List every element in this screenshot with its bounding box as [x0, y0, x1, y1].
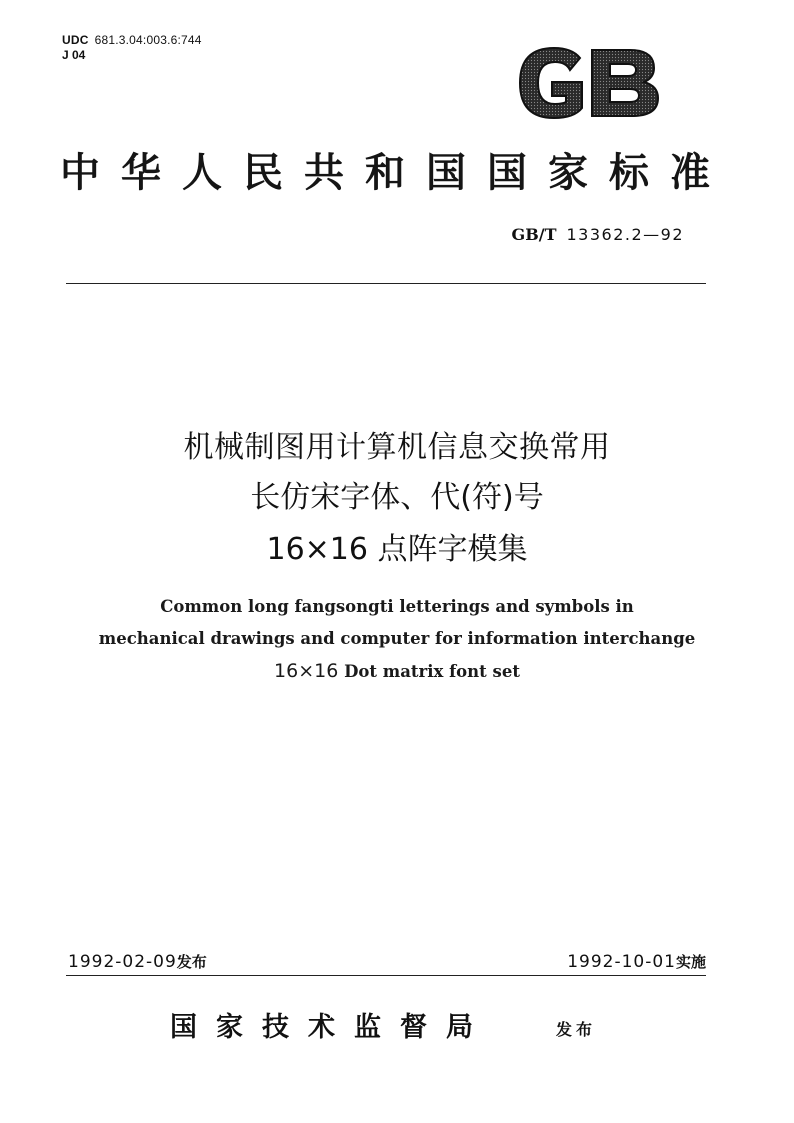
title-en-line-3 — [60, 660, 734, 683]
footer-divider — [66, 975, 706, 976]
issue-date-label: 发布 — [176, 953, 207, 971]
issue-date — [68, 951, 207, 973]
title-en-line-1: Common long fangsongti letterings and symbols in — [160, 597, 634, 616]
udc-label: UDC — [62, 33, 89, 47]
issue-word: 发布 — [556, 1020, 597, 1039]
issuing-authority: 国家技术监督局 — [170, 1012, 492, 1043]
classification-code: J 04 — [62, 48, 86, 62]
title-en-matrix-size: 16×16 — [274, 660, 339, 682]
gb-logo — [512, 29, 662, 122]
implement-date — [567, 951, 706, 973]
udc-line — [62, 33, 202, 47]
title-cn-line-1: 机械制图用计算机信息交换常用 — [183, 430, 611, 465]
title-cn-line-3: 16×16 点阵字模集 — [266, 532, 528, 567]
title-en-line-2: mechanical drawings and computer for information interchange — [98, 629, 696, 648]
standard-number — [512, 225, 684, 245]
implement-date-label: 实施 — [675, 953, 706, 971]
standard-title: 中华人民共和国国家标准 — [60, 149, 710, 196]
title-en-line-3-text: Dot matrix font set — [338, 662, 520, 681]
issue-date-value: 1992-02-09 — [68, 952, 177, 972]
standard-number-value: 13362.2—92 — [566, 225, 684, 244]
implement-date-value: 1992-10-01 — [567, 952, 676, 972]
header-divider — [66, 283, 706, 284]
title-cn-line-2: 长仿宋字体、代(符)号 — [250, 480, 544, 515]
gb-logo-mark — [512, 29, 662, 122]
standard-number-prefix: GB/T — [511, 225, 557, 244]
udc-code: 681.3.04:003.6:744 — [94, 33, 202, 47]
svg-text:GB: GB — [512, 29, 537, 48]
